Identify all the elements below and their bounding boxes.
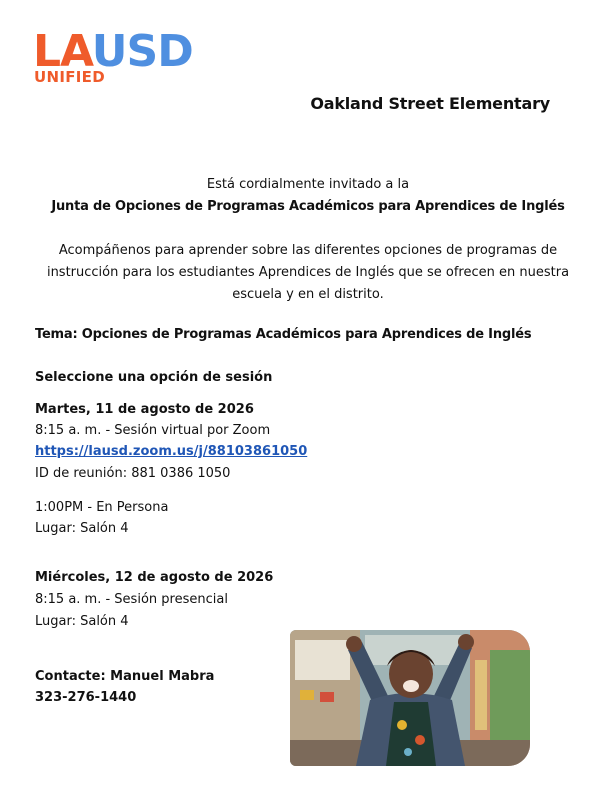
logo-letter: S xyxy=(126,26,158,77)
student-photo xyxy=(290,630,530,766)
meeting-title: Junta de Opciones de Programas Académicos para Aprendices de Inglés xyxy=(51,199,565,214)
session-day2-in-person: 8:15 a. m. - Sesión presencial xyxy=(35,592,228,607)
contact-phone: 323-276-1440 xyxy=(35,690,137,705)
contact-name: Contacte: Manuel Mabra xyxy=(35,669,215,684)
session-day1-date: Martes, 11 de agosto de 2026 xyxy=(35,402,254,417)
invite-line: Está cordialmente invitado a la xyxy=(206,177,410,192)
school-name: Oakland Street Elementary xyxy=(310,94,550,113)
logo-letter: D xyxy=(157,26,193,77)
lausd-logo xyxy=(33,26,213,90)
logo-letter: A xyxy=(60,26,92,77)
select-session-heading: Seleccione una opción de sesión xyxy=(35,370,273,385)
intro-paragraph: Acompáñenos para aprender sobre las diferentes opciones de programas de instrucción para los estudiantes Aprendices de Inglés que se ofrecen en nuestra escuela y en el distrito. xyxy=(46,243,570,302)
logo-subtitle: UNIFIED xyxy=(34,68,105,86)
student-photo-illustration xyxy=(290,630,530,766)
session-day1-location: Lugar: Salón 4 xyxy=(35,521,129,536)
session-day1-in-person: 1:00PM - En Persona xyxy=(35,500,169,515)
logo-letter: U xyxy=(91,26,127,77)
zoom-link[interactable]: https://lausd.zoom.us/j/88103861050 xyxy=(35,444,308,459)
topic-heading: Tema: Opciones de Programas Académicos para Aprendices de Inglés xyxy=(35,327,532,342)
session-day2-location: Lugar: Salón 4 xyxy=(35,614,129,629)
session-day1-virtual: 8:15 a. m. - Sesión virtual por Zoom xyxy=(35,423,271,438)
logo-letter: L xyxy=(33,26,61,77)
zoom-meeting-id: ID de reunión: 881 0386 1050 xyxy=(35,466,231,481)
session-day2-date: Miércoles, 12 de agosto de 2026 xyxy=(35,570,274,585)
